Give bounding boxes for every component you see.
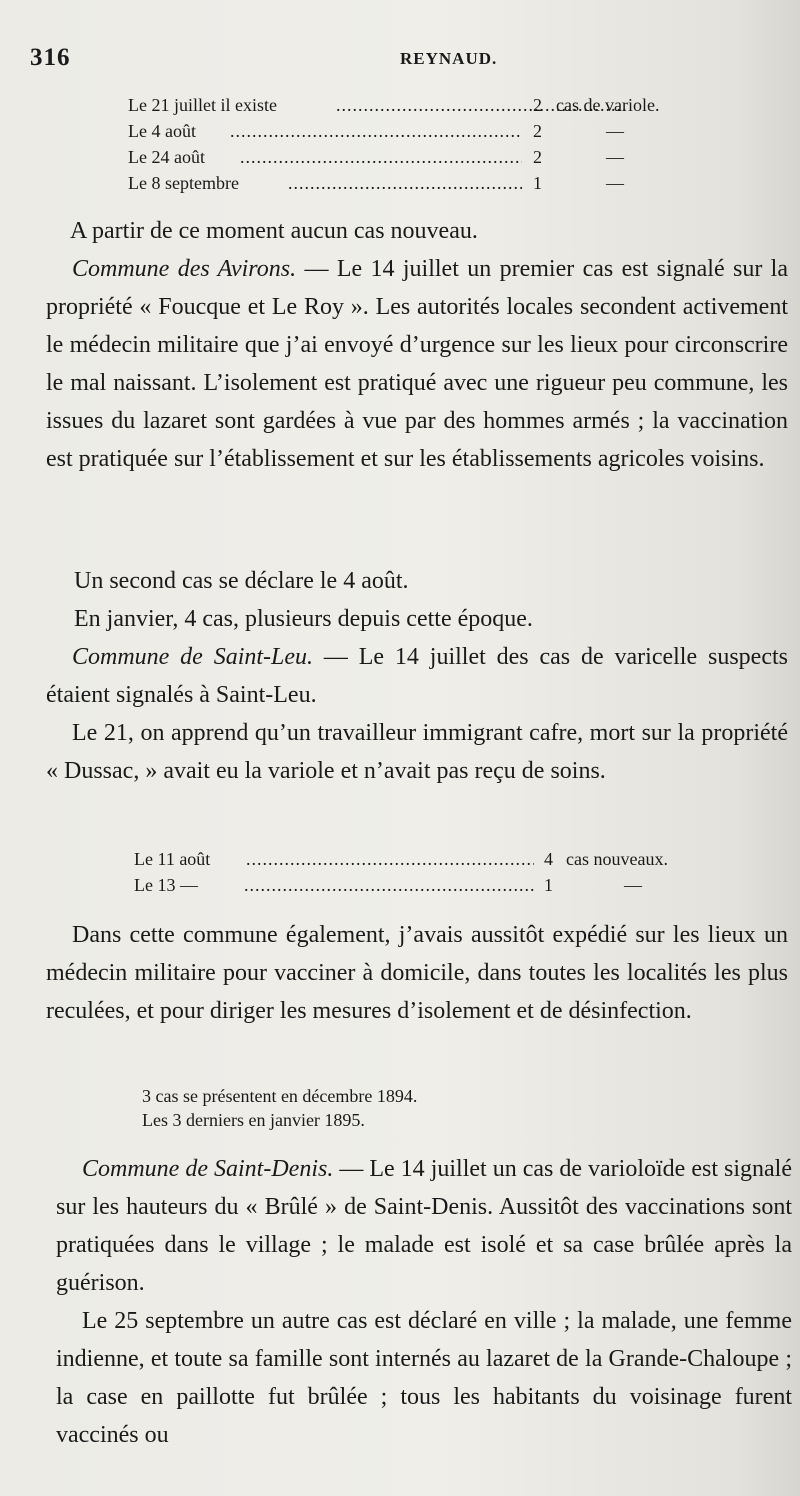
- paragraph-text: — Le 14 juillet un cas de varioloïde est signalé sur les hauteurs du « Brûlé » de Saint-Denis. Aussitôt des vaccinations sont pratiquées dans le village ; le malade est isolé et sa case brûlée après la guérison.: [56, 1156, 793, 1296]
- stat-note: —: [606, 121, 624, 141]
- section-lead: Commune de Saint-Denis.: [82, 1156, 334, 1182]
- paragraph-commune-avirons: [46, 250, 788, 478]
- stat-note: —: [606, 147, 624, 167]
- stat-note: cas nouveaux.: [566, 849, 668, 869]
- paragraph-commune-saint-leu: [46, 638, 788, 714]
- paragraph: Le 25 septembre un autre cas est déclaré en ville ; la malade, une femme indienne, et toute sa famille sont internés au lazaret de la Grande-Chaloupe ; la case en paillotte fut brûlée ; tous les habitants du voisinage furent vaccinés ou: [56, 1308, 792, 1448]
- paragraph: A partir de ce moment aucun cas nouveau.: [70, 218, 478, 244]
- stat-note: —: [606, 173, 624, 193]
- stat-count: 2: [533, 147, 542, 167]
- small-note: Les 3 derniers en janvier 1895.: [142, 1110, 365, 1130]
- case-statistics-july-september: [128, 92, 708, 196]
- stat-row: [128, 92, 708, 118]
- stat-row: [128, 118, 708, 144]
- stat-count: 2: [533, 95, 542, 115]
- stat-note: —: [624, 875, 642, 895]
- paragraph: En janvier, 4 cas, plusieurs depuis cette époque.: [74, 606, 533, 632]
- stat-note: cas de variole.: [556, 95, 660, 115]
- stat-date: Le 8 septembre: [128, 173, 239, 193]
- leader-dots: [246, 846, 534, 872]
- stat-date: Le 24 août: [128, 147, 205, 167]
- stat-count: 2: [533, 121, 542, 141]
- page-header: [30, 44, 770, 80]
- paragraph-text: — Le 14 juillet un premier cas est signalé sur la propriété « Foucque et Le Roy ». Les autorités locales secondent activement le médecin militaire que j’ai envoyé d’urgence sur les lieux pour circonscrire le mal naissant. L’isolement est pratiqué avec une rigueur peu commune, les issues du lazaret sont gardées à vue par des hommes armés ; la vaccination est pratiquée sur l’établissement et sur les établissements agricoles voisins.: [46, 256, 789, 472]
- paragraph-commune-saint-denis: [56, 1150, 792, 1302]
- section-lead: Commune des Avirons.: [72, 256, 297, 282]
- stat-row: [128, 144, 708, 170]
- leader-dots: [288, 170, 522, 196]
- page-number: 316: [30, 44, 71, 71]
- stat-row: [128, 170, 708, 196]
- stat-date: Le 21 juillet il existe: [128, 95, 277, 115]
- small-note: 3 cas se présentent en décembre 1894.: [142, 1086, 418, 1106]
- stat-count: 4: [544, 849, 553, 869]
- stat-row: [134, 846, 734, 872]
- leader-dots: [240, 144, 522, 170]
- running-head: REYNAUD.: [400, 49, 498, 68]
- small-print-notes: [142, 1084, 417, 1132]
- paragraph: Un second cas se déclare le 4 août.: [74, 568, 409, 594]
- case-statistics-august: [134, 846, 734, 898]
- paragraph: Dans cette commune également, j’avais aussitôt expédié sur les lieux un médecin militaire pour vacciner à domicile, dans toutes les localités les plus reculées, et pour diriger les mesures d’isolement et de désinfection.: [46, 922, 788, 1024]
- section-lead: Commune de Saint-Leu.: [72, 644, 314, 670]
- stat-count: 1: [544, 875, 553, 895]
- stat-date: Le 13 —: [134, 875, 198, 895]
- stat-row: [134, 872, 734, 898]
- stat-date: Le 4 août: [128, 121, 196, 141]
- stat-count: 1: [533, 173, 542, 193]
- leader-dots: [244, 872, 534, 898]
- paragraph-text: — Le 14 juillet des cas de varicelle suspects étaient signalés à Saint-Leu.: [46, 644, 788, 708]
- leader-dots: [230, 118, 522, 144]
- stat-date: Le 11 août: [134, 849, 211, 869]
- paragraph: Le 21, on apprend qu’un travailleur immigrant cafre, mort sur la propriété « Dussac, » avait eu la variole et n’avait pas reçu de soins.: [46, 720, 788, 784]
